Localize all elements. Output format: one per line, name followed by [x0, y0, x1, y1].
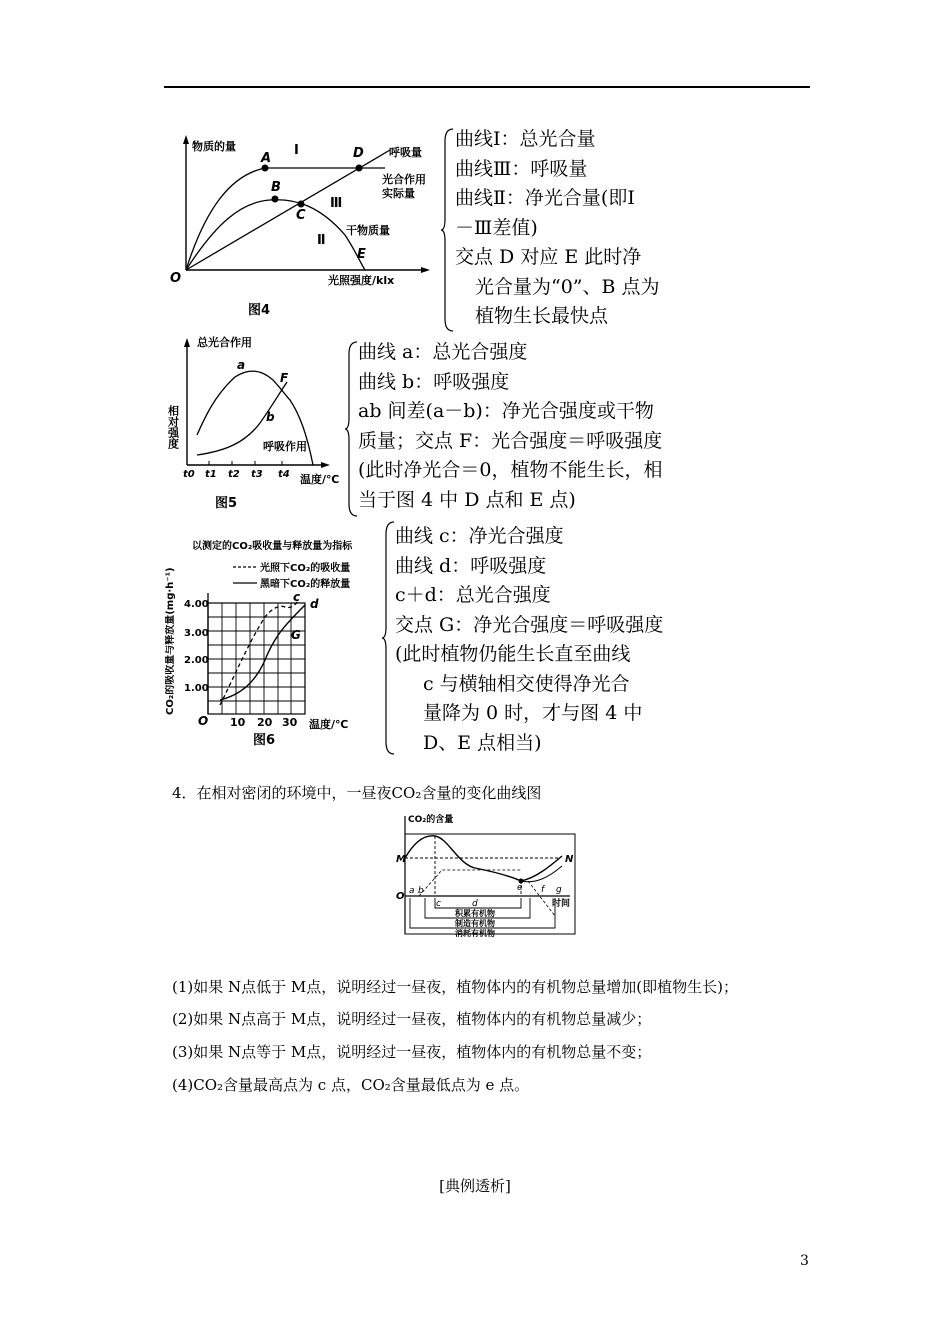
header-rule: [164, 86, 810, 88]
fig5-note: 质量；交点 F：光合强度＝呼吸强度: [358, 429, 663, 452]
fig6-xtick-label: 30: [282, 716, 298, 729]
fig6-note: 量降为 0 时，才与图 4 中: [423, 702, 643, 724]
fig4-point-d: D: [353, 146, 364, 161]
fig4-curve-1: [186, 168, 385, 270]
fig4-brace: [440, 127, 456, 333]
fig4-note: 交点 D 对应 E 此时净: [455, 246, 642, 268]
fig5-tick-label: t1: [205, 469, 217, 480]
fig5-note: 曲线 a：总光合强度: [358, 341, 528, 363]
fig4-note: －Ⅲ差值): [455, 216, 538, 239]
fig6-ytick-label: 3.00: [184, 628, 209, 639]
fig6-caption: 图6: [253, 733, 276, 748]
co2-chart-point-label: e: [517, 883, 523, 893]
page-number: 3: [800, 1253, 809, 1269]
fig6-ytick-label: 2.00: [184, 655, 209, 666]
fig6-ylabel: CO₂的吸收量与释放量(mg·h⁻¹): [165, 567, 176, 715]
fig5-note: ab 间差(a－b)：净光合强度或干物: [358, 400, 654, 422]
section-title: [典例透析]: [439, 1177, 511, 1195]
co2-chart-m: M: [396, 854, 406, 865]
fig5-ylabel: 相对强度: [166, 405, 180, 449]
co2-chart-point-label: b: [418, 886, 424, 896]
co2-bracket-label: 消耗有机物: [455, 929, 495, 938]
figure-5: [165, 335, 355, 520]
fig4-label-dry: 干物质量: [346, 224, 390, 237]
figure-4: [160, 130, 450, 330]
fig4-point-a: A: [261, 151, 272, 166]
fig6-legend-2: 黑暗下CO₂的释放量: [260, 579, 351, 590]
fig6-notes: [395, 522, 663, 758]
fig4-caption: 图4: [248, 303, 271, 318]
co2-chart-point-label: f: [541, 885, 545, 895]
co2-chart-point-label: d: [472, 899, 478, 909]
co2-chart-point-label: c: [436, 899, 441, 909]
co2-day-night-chart: [380, 806, 580, 938]
fig4-label-curve-2: Ⅱ: [317, 233, 326, 248]
fig5-label-f: F: [280, 371, 289, 385]
fig6-note: c＋d：总光合强度: [395, 584, 551, 606]
fig6-note: c 与横轴相交使得净光合: [423, 672, 630, 695]
fig4-note: 植物生长最快点: [475, 305, 609, 327]
co2-chart-n: N: [565, 854, 574, 865]
fig4-ylabel: 物质的量: [192, 140, 236, 153]
section-4-item: (4)CO₂含量最高点为 c 点，CO₂含量最低点为 e 点。: [172, 1076, 530, 1094]
fig5-tick-label: t2: [228, 469, 240, 480]
fig6-origin: O: [198, 714, 209, 728]
fig6-legend-1: 光照下CO₂的吸收量: [260, 563, 351, 574]
fig6-ytick-label: 4.00: [184, 599, 209, 610]
fig4-origin: O: [170, 271, 182, 286]
co2-chart-o: O: [396, 891, 405, 902]
co2-chart-ylabel: CO₂的含量: [408, 815, 454, 825]
fig6-ytick-label: 1.00: [184, 683, 209, 694]
co2-curve: [405, 836, 562, 881]
fig4-note: 曲线Ⅰ：总光合量: [455, 128, 596, 150]
fig4-note: 曲线Ⅲ：呼吸量: [455, 157, 588, 180]
fig6-curve-d: [220, 605, 305, 700]
figure-6: [165, 535, 390, 750]
co2-chart-point-label: a: [409, 886, 415, 896]
fig4-point-b: B: [271, 180, 281, 195]
fig5-xlabel: 温度/℃: [300, 473, 340, 486]
fig5-note: 曲线 b：呼吸强度: [358, 370, 510, 393]
fig6-xtick-label: 10: [230, 716, 246, 729]
fig4-note: 光合量为“0”、B 点为: [475, 275, 660, 298]
fig4-label-actual-2: 实际量: [382, 187, 415, 200]
fig4-point-e: E: [357, 247, 366, 262]
fig4-label-actual-1: 光合作用: [382, 173, 426, 186]
fig5-label-resp: 呼吸作用: [263, 440, 307, 453]
fig5-caption: 图5: [215, 496, 238, 511]
fig5-tick-label: t3: [251, 469, 263, 480]
fig6-xlabel: 温度/℃: [309, 718, 349, 731]
co2-chart-point-label: g: [556, 885, 562, 895]
fig5-note: (此时净光合＝0，植物不能生长，相: [358, 459, 663, 481]
fig5-label-a: a: [237, 358, 246, 372]
fig5-label-total: 总光合作用: [197, 336, 252, 349]
fig4-xlabel: 光照强度/klx: [328, 274, 395, 287]
fig6-label-c: c: [293, 590, 301, 604]
fig4-label-resp: 呼吸量: [389, 146, 422, 159]
fig5-notes: [358, 338, 663, 515]
co2-bracket-label: 积累有机物: [455, 909, 495, 918]
fig4-label-curve-1: Ⅰ: [294, 143, 299, 158]
fig6-note: 交点 G：净光合强度＝呼吸强度: [395, 613, 664, 636]
co2-chart-xlabel: 时间: [552, 899, 571, 909]
fig6-xtick-label: 20: [257, 716, 273, 729]
section-4-heading: 4．在相对密闭的环境中，一昼夜CO₂含量的变化曲线图: [172, 784, 542, 802]
section-4-item: (3)如果 N点等于 M点，说明经过一昼夜，植物体内的有机物总量不变；: [172, 1043, 652, 1061]
fig5-tick-label: t0: [183, 469, 195, 480]
fig5-note: 当于图 4 中 D 点和 E 点): [358, 488, 576, 511]
section-4-item: (1)如果 N点低于 M点，说明经过一昼夜，植物体内的有机物总量增加(即植物生长)；: [172, 978, 738, 996]
fig4-notes: [455, 125, 660, 332]
fig4-note: 曲线Ⅱ：净光合量(即Ⅰ: [455, 187, 635, 209]
fig6-note: (此时植物仍能生长直至曲线: [395, 643, 631, 665]
fig4-point-c: C: [296, 208, 306, 223]
fig6-note: D、E 点相当): [423, 731, 542, 754]
fig6-title: 以测定的CO₂吸收量与释放量为指标: [192, 541, 353, 552]
section-4-item: (2)如果 N点高于 M点，说明经过一昼夜，植物体内的有机物总量减少；: [172, 1010, 652, 1028]
fig6-label-d: d: [310, 597, 319, 611]
fig6-note: 曲线 d：呼吸强度: [395, 554, 547, 577]
co2-bracket-label: 制造有机物: [455, 919, 495, 928]
fig6-label-g: G: [291, 628, 301, 642]
fig6-note: 曲线 c：净光合强度: [395, 525, 564, 547]
fig5-label-b: b: [266, 410, 275, 424]
fig5-tick-label: t4: [278, 469, 290, 480]
fig4-label-curve-3: Ⅲ: [330, 196, 343, 211]
